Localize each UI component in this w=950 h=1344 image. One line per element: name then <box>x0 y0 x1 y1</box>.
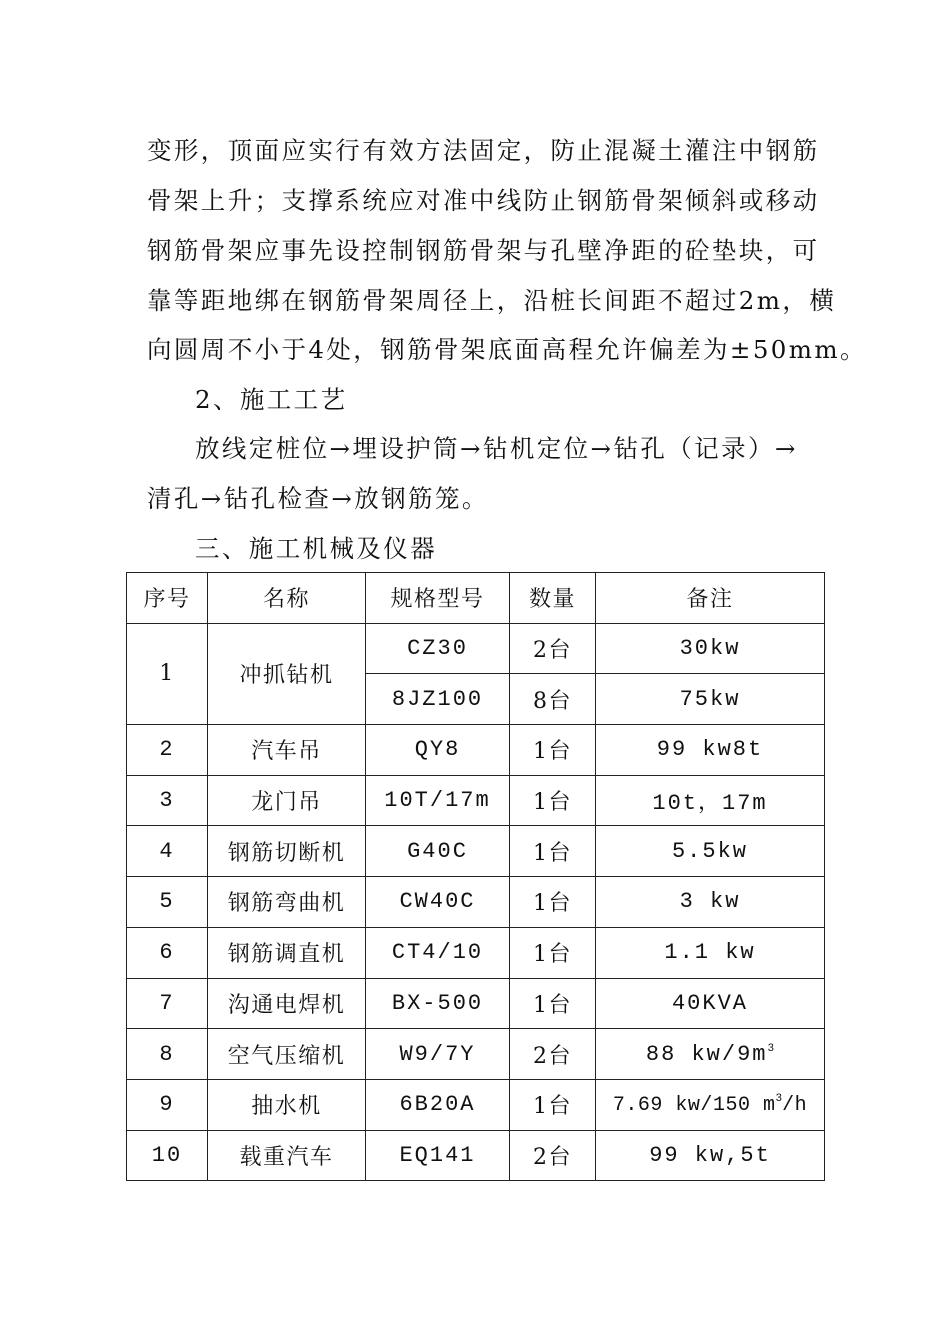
cell-no: 2 <box>127 725 208 776</box>
paragraph-line-1: 变形，顶面应实行有效方法固定，防止混凝土灌注中钢筋 <box>147 136 820 165</box>
cell-note: 5.5kw <box>596 826 825 877</box>
cell-no: 7 <box>127 978 208 1029</box>
cell-name: 沟通电焊机 <box>208 978 366 1029</box>
cell-model: 10T/17m <box>366 775 510 826</box>
cell-model: G40C <box>366 826 510 877</box>
cell-name: 龙门吊 <box>208 775 366 826</box>
cell-model: CT4/10 <box>366 927 510 978</box>
cell-name: 汽车吊 <box>208 725 366 776</box>
cell-qty: 1台 <box>510 725 596 776</box>
cell-note: 1.1 kw <box>596 927 825 978</box>
table-row <box>127 1029 825 1080</box>
cell-model: W9/7Y <box>366 1029 510 1080</box>
cell-no: 3 <box>127 775 208 826</box>
cell-note-tail: /h <box>782 1093 808 1117</box>
cell-note-text: 88 kw/9m <box>645 1041 768 1067</box>
cell-qty: 1台 <box>510 877 596 928</box>
cell-name: 抽水机 <box>208 1079 366 1130</box>
header-cell-note: 备注 <box>596 573 825 624</box>
paragraph-line-2: 骨架上升；支撑系统应对准中线防止钢筋骨架倾斜或移动 <box>147 186 820 215</box>
table-row <box>127 725 825 776</box>
cell-qty: 1台 <box>510 775 596 826</box>
header-cell-model: 规格型号 <box>366 573 510 624</box>
cell-no: 5 <box>127 877 208 928</box>
table-row <box>127 623 825 674</box>
cell-no: 6 <box>127 927 208 978</box>
cell-note: 30kw <box>596 623 825 674</box>
cell-qty: 2台 <box>510 1029 596 1080</box>
cell-note: 99 kw,5t <box>596 1130 825 1181</box>
header-cell-no: 序号 <box>127 573 208 624</box>
process-line-2: 清孔→钻孔检查→放钢筋笼。 <box>147 484 489 513</box>
cell-qty: 1台 <box>510 927 596 978</box>
cell-qty: 2台 <box>510 1130 596 1181</box>
cell-no: 10 <box>127 1130 208 1181</box>
cell-note-superscript: 3 <box>775 1092 783 1105</box>
process-line-1: 放线定桩位→埋设护筒→钻机定位→钻孔（记录）→ <box>195 434 798 463</box>
cell-note: 3 kw <box>596 877 825 928</box>
table-row <box>127 1130 825 1181</box>
section-3-heading: 三、施工机械及仪器 <box>195 534 438 563</box>
cell-qty: 1台 <box>510 978 596 1029</box>
cell-model: 8JZ100 <box>366 674 510 725</box>
section-2-heading: 2、施工工艺 <box>195 385 348 414</box>
header-cell-qty: 数量 <box>510 573 596 624</box>
cell-note-superscript: 3 <box>767 1042 775 1055</box>
cell-qty: 2台 <box>510 623 596 674</box>
cell-note <box>596 1029 825 1080</box>
cell-qty: 1台 <box>510 826 596 877</box>
cell-name: 空气压缩机 <box>208 1029 366 1080</box>
table-row <box>127 927 825 978</box>
cell-name: 冲抓钻机 <box>208 623 366 724</box>
cell-no: 8 <box>127 1029 208 1080</box>
cell-name: 钢筋弯曲机 <box>208 877 366 928</box>
table-row <box>127 978 825 1029</box>
cell-no: 1 <box>127 623 208 724</box>
cell-no: 4 <box>127 826 208 877</box>
cell-no: 9 <box>127 1079 208 1130</box>
cell-note: 10t，17m <box>596 775 825 826</box>
paragraph-line-4: 靠等距地绑在钢筋骨架周径上，沿桩长间距不超过2m，横 <box>147 286 837 315</box>
paragraph-line-5: 向圆周不小于4处，钢筋骨架底面高程允许偏差为±50mm。 <box>147 335 867 364</box>
header-cell-name: 名称 <box>208 573 366 624</box>
cell-name: 钢筋切断机 <box>208 826 366 877</box>
cell-note-text: 7.69 kw/150 m <box>612 1093 776 1117</box>
cell-note: 40KVA <box>596 978 825 1029</box>
table-header-row <box>127 573 825 624</box>
cell-note <box>596 1079 825 1130</box>
cell-qty: 8台 <box>510 674 596 725</box>
cell-model: QY8 <box>366 725 510 776</box>
cell-model: CZ30 <box>366 623 510 674</box>
table-row <box>127 1079 825 1130</box>
cell-name: 载重汽车 <box>208 1130 366 1181</box>
equipment-table <box>126 572 825 1181</box>
cell-note: 99 kw8t <box>596 725 825 776</box>
table-row <box>127 826 825 877</box>
cell-model: EQ141 <box>366 1130 510 1181</box>
table-row <box>127 775 825 826</box>
paragraph-line-3: 钢筋骨架应事先设控制钢筋骨架与孔壁净距的砼垫块，可 <box>147 236 820 265</box>
cell-model: 6B20A <box>366 1079 510 1130</box>
cell-model: CW40C <box>366 877 510 928</box>
cell-qty: 1台 <box>510 1079 596 1130</box>
table-row <box>127 877 825 928</box>
cell-name: 钢筋调直机 <box>208 927 366 978</box>
cell-model: BX-500 <box>366 978 510 1029</box>
cell-note: 75kw <box>596 674 825 725</box>
